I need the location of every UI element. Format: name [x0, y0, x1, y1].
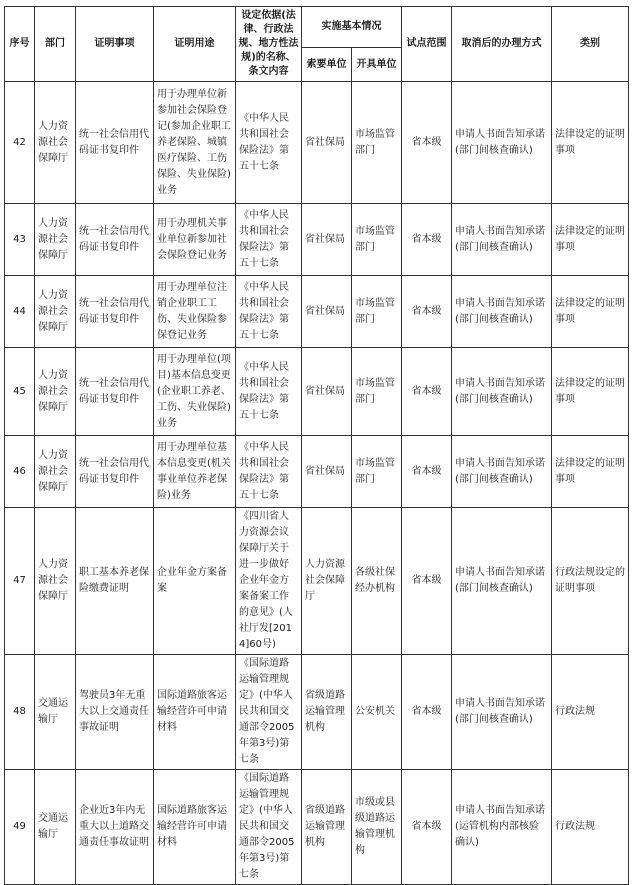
- cell-scope: 省本级: [402, 204, 452, 276]
- header-usage: 证明用途: [154, 7, 236, 82]
- cell-issue-unit: 市级或县级道路运输管理机构: [352, 770, 402, 885]
- cell-method: 申请人书面告知承诺(部门间核查确认): [452, 508, 552, 655]
- cell-method: 申请人书面告知承诺(部门间核查确认): [452, 348, 552, 436]
- cell-scope: 省本级: [402, 348, 452, 436]
- cell-scope: 省本级: [402, 770, 452, 885]
- cell-req-unit: 省社保局: [302, 204, 352, 276]
- cell-method: 申请人书面告知承诺(部门间核查确认): [452, 276, 552, 348]
- cell-method: 申请人书面告知承诺(运管机构内部核验确认): [452, 770, 552, 885]
- cell-req-unit: 省社保局: [302, 82, 352, 204]
- cell-seq: 49: [5, 770, 35, 885]
- table-row: [5, 276, 629, 348]
- cell-basis: 《中华人民共和国社会保险法》第五十七条: [236, 348, 302, 436]
- table-row: [5, 508, 629, 655]
- cell-basis: 《国际道路运输管理规定》(中华人民共和国交通部令2005年第3号)第七条: [236, 655, 302, 770]
- cell-usage: 国际道路旅客运输经营许可申请材料: [154, 770, 236, 885]
- header-impl: 实施基本情况: [302, 7, 402, 48]
- cell-dept: 交通运输厅: [35, 770, 76, 885]
- cell-usage: 国际道路旅客运输经营许可申请材料: [154, 655, 236, 770]
- header-basis: 设定依据(法律、行政法规、地方性法规)的名称、条文内容: [236, 7, 302, 82]
- certificate-table: [4, 6, 629, 885]
- header-category: 类别: [552, 7, 629, 82]
- cell-seq: 46: [5, 436, 35, 508]
- cell-category: 行政法规: [552, 770, 629, 885]
- cell-seq: 48: [5, 655, 35, 770]
- cell-req-unit: 省级道路运输管理机构: [302, 655, 352, 770]
- cell-basis: 《四川省人力资源会议保障厅关于进一步做好企业年金方案备案工作的意见》(人社厅发[2014]60号): [236, 508, 302, 655]
- cell-issue-unit: 公安机关: [352, 655, 402, 770]
- table-row: [5, 204, 629, 276]
- cell-scope: 省本级: [402, 82, 452, 204]
- table-row: [5, 770, 629, 885]
- cell-seq: 47: [5, 508, 35, 655]
- cell-item: 统一社会信用代码证书复印件: [76, 276, 154, 348]
- table-row: [5, 655, 629, 770]
- table-header: [5, 7, 629, 82]
- header-scope: 试点范围: [402, 7, 452, 82]
- cell-category: 法律设定的证明事项: [552, 82, 629, 204]
- cell-dept: 人力资源社会保障厅: [35, 436, 76, 508]
- cell-item: 统一社会信用代码证书复印件: [76, 204, 154, 276]
- table-row: [5, 436, 629, 508]
- cell-basis: 《中华人民共和国社会保险法》第五十七条: [236, 276, 302, 348]
- cell-basis: 《中华人民共和国社会保险法》第五十七条: [236, 82, 302, 204]
- header-seq: 序号: [5, 7, 35, 82]
- cell-issue-unit: 市场监管部门: [352, 82, 402, 204]
- cell-basis: 《中华人民共和国社会保险法》第五十七条: [236, 436, 302, 508]
- cell-issue-unit: 市场监管部门: [352, 276, 402, 348]
- cell-category: 法律设定的证明事项: [552, 348, 629, 436]
- cell-scope: 省本级: [402, 508, 452, 655]
- cell-usage: 用于办理单位新参加社会保险登记(参加企业职工养老保险、城镇医疗保险、工伤保险、失业保险)业务: [154, 82, 236, 204]
- cell-item: 企业近3年内无重大以上道路交通责任事故证明: [76, 770, 154, 885]
- header-dept: 部门: [35, 7, 76, 82]
- cell-method: 申请人书面告知承诺(部门间核查确认): [452, 82, 552, 204]
- cell-usage: 用于办理单位注销企业职工工伤、失业保险参保登记业务: [154, 276, 236, 348]
- cell-scope: 省本级: [402, 436, 452, 508]
- cell-usage: 用于办理单位(项目)基本信息变更(企业职工养老、工伤、失业保险)业务: [154, 348, 236, 436]
- cell-scope: 省本级: [402, 276, 452, 348]
- cell-dept: 人力资源社会保障厅: [35, 508, 76, 655]
- cell-item: 统一社会信用代码证书复印件: [76, 82, 154, 204]
- table-row: [5, 82, 629, 204]
- cell-method: 申请人书面告知承诺(部门间核查确认): [452, 655, 552, 770]
- cell-req-unit: 省社保局: [302, 348, 352, 436]
- cell-category: 法律设定的证明事项: [552, 276, 629, 348]
- cell-seq: 42: [5, 82, 35, 204]
- cell-item: 统一社会信用代码证书复印件: [76, 436, 154, 508]
- cell-item: 统一社会信用代码证书复印件: [76, 348, 154, 436]
- cell-issue-unit: 市场监管部门: [352, 348, 402, 436]
- cell-dept: 人力资源社会保障厅: [35, 276, 76, 348]
- cell-issue-unit: 市场监管部门: [352, 436, 402, 508]
- cell-scope: 省本级: [402, 655, 452, 770]
- cell-seq: 44: [5, 276, 35, 348]
- cell-category: 法律设定的证明事项: [552, 204, 629, 276]
- cell-dept: 交通运输厅: [35, 655, 76, 770]
- cell-category: 法律设定的证明事项: [552, 436, 629, 508]
- cell-category: 行政法规: [552, 655, 629, 770]
- cell-usage: 用于办理机关事业单位新参加社会保险登记业务: [154, 204, 236, 276]
- cell-dept: 人力资源社会保障厅: [35, 204, 76, 276]
- cell-req-unit: 省社保局: [302, 436, 352, 508]
- cell-method: 申请人书面告知承诺(部门间核查确认): [452, 436, 552, 508]
- cell-req-unit: 省社保局: [302, 276, 352, 348]
- cell-usage: 企业年金方案备案: [154, 508, 236, 655]
- table-body: [5, 82, 629, 885]
- cell-basis: 《国际道路运输管理规定》(中华人民共和国交通部令2005年第3号)第七条: [236, 770, 302, 885]
- cell-item: 职工基本养老保险缴费证明: [76, 508, 154, 655]
- cell-issue-unit: 各级社保经办机构: [352, 508, 402, 655]
- cell-dept: 人力资源社会保障厅: [35, 348, 76, 436]
- table-row: [5, 348, 629, 436]
- cell-seq: 43: [5, 204, 35, 276]
- header-issue-unit: 开具单位: [352, 48, 402, 82]
- cell-category: 行政法规设定的证明事项: [552, 508, 629, 655]
- header-item: 证明事项: [76, 7, 154, 82]
- cell-req-unit: 人力资源社会保障厅: [302, 508, 352, 655]
- cell-seq: 45: [5, 348, 35, 436]
- cell-issue-unit: 市场监管部门: [352, 204, 402, 276]
- cell-basis: 《中华人民共和国社会保险法》第五十七条: [236, 204, 302, 276]
- header-method: 取消后的办理方式: [452, 7, 552, 82]
- cell-method: 申请人书面告知承诺(部门间核查确认): [452, 204, 552, 276]
- cell-dept: 人力资源社会保障厅: [35, 82, 76, 204]
- cell-usage: 用于办理单位基本信息变更(机关事业单位养老保险)业务: [154, 436, 236, 508]
- cell-item: 驾驶员3年无重大以上交通责任事故证明: [76, 655, 154, 770]
- cell-req-unit: 省级道路运输管理机构: [302, 770, 352, 885]
- header-req-unit: 索要单位: [302, 48, 352, 82]
